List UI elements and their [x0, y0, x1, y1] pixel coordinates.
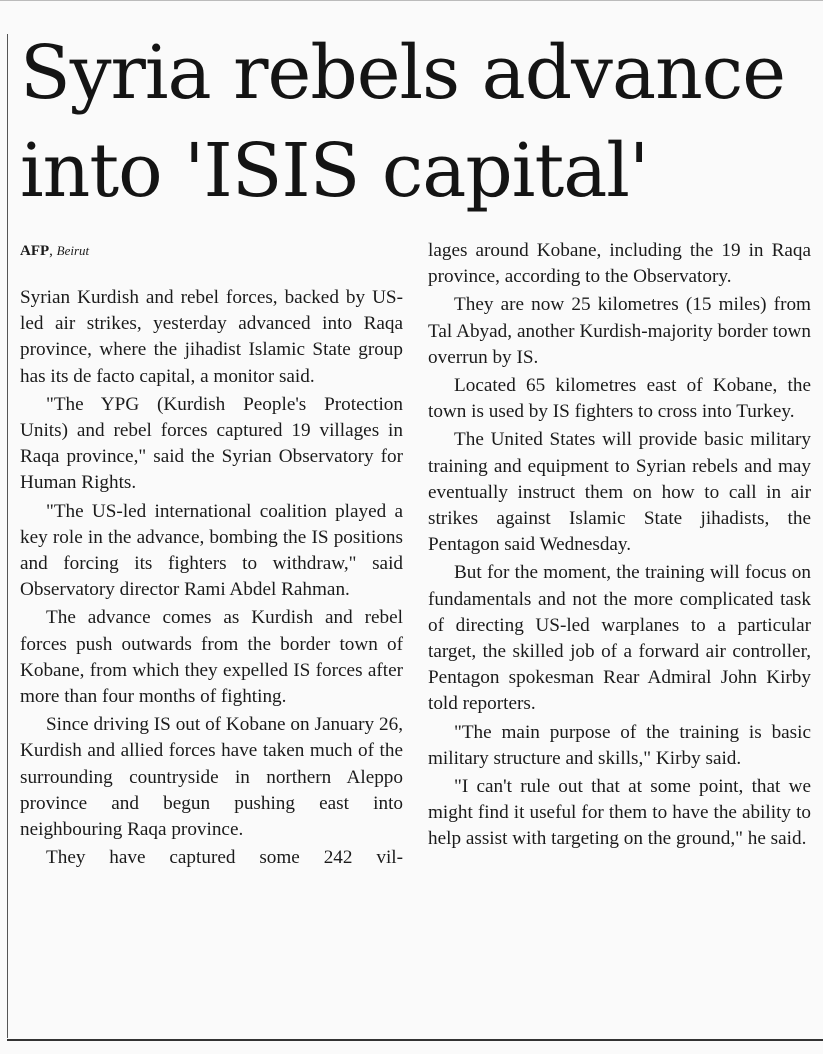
paragraph: "The YPG (Kurdish People's Protection Units) and rebel forces captured 19 villages in Raqa province," said the Syrian Observatory for Human Rights. [20, 393, 403, 494]
left-column-rule [7, 34, 8, 1038]
paragraph: Syrian Kurdish and rebel forces, backed by US-led air strikes, yesterday advanced into Raqa province, where the jihadist Islamic State group has its de facto capital, a monitor said. [20, 287, 403, 387]
paragraph: "The US-led international coalition played a key role in the advance, bombing the IS positions and forcing its fighters to withdraw," said Observatory director Rami Abdel Rahman. [20, 500, 403, 601]
article-column-right [428, 238, 811, 855]
paragraph: Located 65 kilometres east of Kobane, the town is used by IS fighters to cross into Turkey. [428, 375, 811, 423]
byline-agency: AFP [20, 243, 50, 259]
byline [20, 241, 89, 261]
byline-comma: , [49, 243, 57, 259]
paragraph: The United States will provide basic military training and equipment to Syrian rebels and may eventually instruct them on how to call in air strikes against Islamic State jihadists, the Pentagon said Wednesday. [428, 429, 811, 556]
headline-line-1: Syria rebels advance [20, 30, 785, 116]
paragraph: "The main purpose of the training is basic military structure and skills," Kirby said. [428, 721, 811, 769]
paragraph: But for the moment, the training will focus on fundamentals and not the more complicated task of directing US-led warplanes to a particular target, the skilled job of a forward air controller, Pentagon spokesman Rear Admiral John Kirby told reporters. [428, 562, 811, 715]
article-column-left [20, 285, 403, 873]
paragraph: "I can't rule out that at some point, that we might find it useful for them to have the ability to help assist with targeting on the ground," he said. [428, 776, 811, 850]
bottom-rule [7, 1039, 823, 1041]
paragraph: They are now 25 kilometres (15 miles) from Tal Abyad, another Kurdish-majority border town overrun by IS. [428, 294, 811, 368]
headline [20, 24, 820, 220]
paragraph: They have captured some 242 vil- [46, 847, 403, 869]
headline-line-2: into 'ISIS capital' [20, 128, 649, 214]
paragraph: Since driving IS out of Kobane on January 26, Kurdish and allied forces have taken much of the surrounding countryside in northern Aleppo province and begun pushing east into neighbouring Raqa province. [20, 714, 403, 841]
top-border [0, 0, 823, 1]
byline-city: Beirut [56, 243, 90, 258]
paragraph: lages around Kobane, including the 19 in Raqa province, according to the Observatory. [428, 240, 811, 288]
paragraph: The advance comes as Kurdish and rebel forces push outwards from the border town of Kobane, from which they expelled IS forces after more than four months of fighting. [20, 607, 403, 708]
